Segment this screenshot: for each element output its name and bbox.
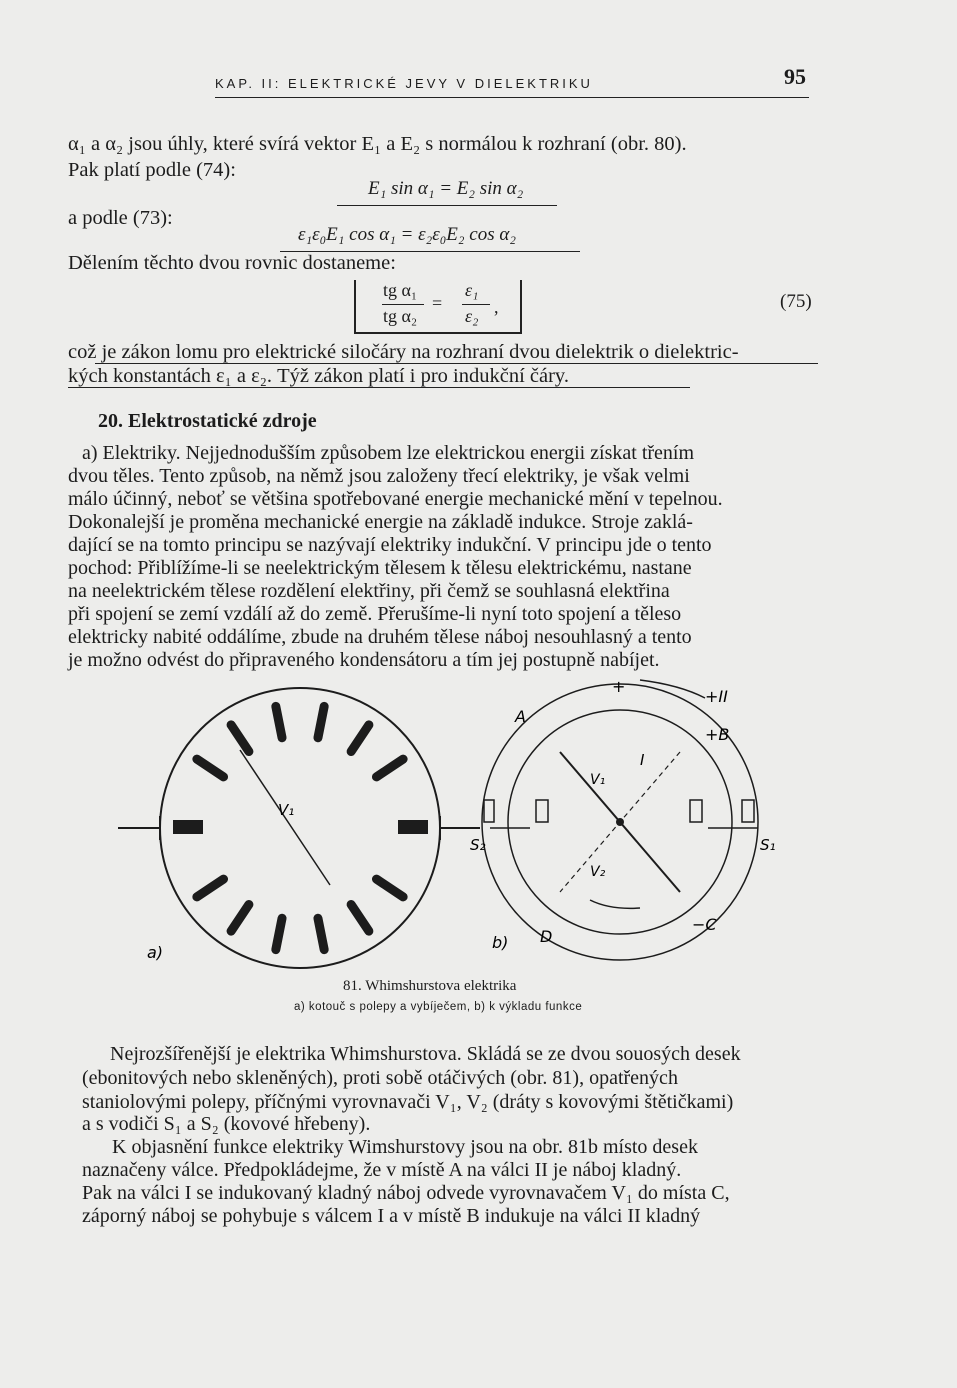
foil-segment [197, 759, 224, 777]
foil-segment [197, 879, 224, 897]
foil-segment [231, 725, 249, 752]
label-i: I [640, 751, 645, 769]
law-underline-2 [68, 387, 690, 388]
comb-s1-right [742, 800, 754, 822]
label-v1-a: V₁ [278, 801, 295, 819]
intro-line-1: α₁ a α₂ jsou úhly, které svírá vektor E₁ a E₂ s normálou k rozhraní (obr. 80). [68, 133, 687, 155]
foil-segment [351, 904, 369, 931]
equation-75-equals: = [432, 293, 443, 313]
section-line: dvou těles. Tento způsob, na němž jsou založeny třecí elektriky, je však velmi [68, 465, 690, 487]
equation-75-tg-denominator: tg α₂ [383, 306, 418, 326]
label-a: a) [147, 943, 164, 962]
wimshurst-figure [0, 660, 957, 970]
equation-75-eps-denominator: ε₂ [465, 306, 479, 326]
disc-with-foils [118, 688, 480, 968]
section-line: dající se na tomto principu se nazývají elektriky indukční. V principu jde o tento [68, 534, 712, 556]
intro-line-4: Dělením těchto dvou rovnic dostaneme: [68, 252, 396, 274]
comb-s2-right [536, 800, 548, 822]
intro-line-3: a podle (73): [68, 207, 173, 229]
closing-line: naznačeny válce. Předpokládejme, že v místě A na válci II je náboj kladný. [82, 1159, 682, 1181]
label-s1: S₁ [760, 836, 776, 854]
section-line: pochod: Přiblížíme-li se neelektrickým tělesem k tělesu elektrickému, nastane [68, 557, 692, 579]
foil-segments [197, 706, 403, 949]
figure-caption: 81. Whimshurstova elektrika [343, 978, 517, 994]
label-plus-ii: +II [705, 687, 728, 706]
label-plus-b: +B [705, 725, 730, 744]
equation-75-eps-numerator: ε₁ [465, 280, 479, 300]
equation-75-comma: , [494, 297, 499, 317]
cylinder-diagram [470, 677, 776, 960]
foil-segment [318, 918, 324, 949]
label-a-point: A [515, 707, 526, 726]
running-title: KAP. II: ELEKTRICKÉ JEVY V DIELEKTRIKU [215, 76, 593, 91]
right-brush [398, 820, 428, 834]
page-number: 95 [784, 64, 806, 89]
equation-75-tg-numerator: tg α₁ [383, 280, 418, 300]
label-minus-c: −C [692, 915, 717, 934]
comb-s2-left [484, 800, 494, 822]
axis-point [616, 818, 624, 826]
section-line: na neelektrickém tělese rozdělení elektřiny, při čemž se souhlasná elektřina [68, 580, 670, 602]
foil-segment [318, 706, 324, 737]
section-line: je možno odvést do připraveného kondensátoru a tím jej postupně nabíjet. [68, 649, 660, 671]
header-rule [215, 97, 809, 98]
equation-75-left-bar [382, 304, 424, 305]
closing-line: staniolovými polepy, příčnými vyrovnavači V₁, V₂ (dráty s kovovými štětičkami) [82, 1091, 734, 1113]
label-v2: V₂ [590, 864, 606, 880]
intro-line-2: Pak platí podle (74): [68, 159, 236, 181]
foil-segment [276, 706, 282, 737]
law-line-1: což je zákon lomu pro elektrické siločáry na rozhraní dvou dielektrik o dielektric- [68, 341, 739, 363]
label-s2: S₂ [470, 836, 486, 854]
rotation-arrow-i [590, 900, 640, 908]
closing-line: (ebonitových nebo skleněných), proti sobě otáčivých (obr. 81), opatřených [82, 1067, 678, 1089]
closing-line: K objasnění funkce elektriky Wimshurstovy jsou na obr. 81b místo desek [112, 1136, 698, 1158]
label-b: b) [492, 933, 509, 952]
closing-line: záporný náboj se pohybuje s válcem I a v místě B indukuje na válci II kladný [82, 1205, 701, 1227]
section-line: při spojení se zemí vzdálí až do země. Přerušíme-li nyní toto spojení a těleso [68, 603, 682, 625]
section-heading: 20. Elektrostatické zdroje [98, 410, 317, 432]
label-v1-b: V₁ [590, 772, 606, 788]
foil-segment [376, 759, 403, 777]
equation-73: ε₁ε₀E₁ cos α₁ = ε₂ε₀E₂ cos α₂ [298, 224, 516, 245]
foil-segment [351, 725, 369, 752]
equation-74: E₁ sin α₁ = E₂ sin α₂ [368, 178, 524, 199]
closing-line: Nejrozšířenější je elektrika Whimshurstova. Skládá se ze dvou souosých desek [110, 1043, 741, 1065]
left-brush [173, 820, 203, 834]
foil-segment [376, 879, 403, 897]
rotation-arrow-ii [640, 680, 705, 698]
comb-s1-left [690, 800, 702, 822]
closing-line: Pak na válci I se indukovaný kladný náboj odvede vyrovnavačem V₁ do místa C, [82, 1182, 730, 1204]
equation-75-number: (75) [780, 291, 812, 312]
section-line: a) Elektriky. Nejjednodušším způsobem lze elektrickou energii získat třením [82, 442, 695, 464]
section-line: Dokonalejší je proměna mechanické energie na základě indukce. Stroje zaklá- [68, 511, 693, 533]
section-line: málo účinný, neboť se většina spotřebované energie mechanické mění v tepelnou. [68, 488, 723, 510]
closing-line: a s vodiči S₁ a S₂ (kovové hřebeny). [82, 1113, 371, 1135]
equation-74-underline [337, 205, 557, 206]
label-plus: + [612, 677, 626, 696]
foil-segment [276, 918, 282, 949]
foil-segment [231, 904, 249, 931]
label-d: D [540, 927, 553, 946]
equation-75-right-bar [462, 304, 490, 305]
figure-subcaption: a) kotouč s polepy a vybíječem, b) k výkladu funkce [294, 1001, 583, 1013]
section-line: elektricky nabité oddálíme, zbude na druhém tělese náboj nesouhlasný a tento [68, 626, 692, 648]
law-line-2: kých konstantách ε₁ a ε₂. Týž zákon platí i pro indukční čáry. [68, 365, 569, 387]
